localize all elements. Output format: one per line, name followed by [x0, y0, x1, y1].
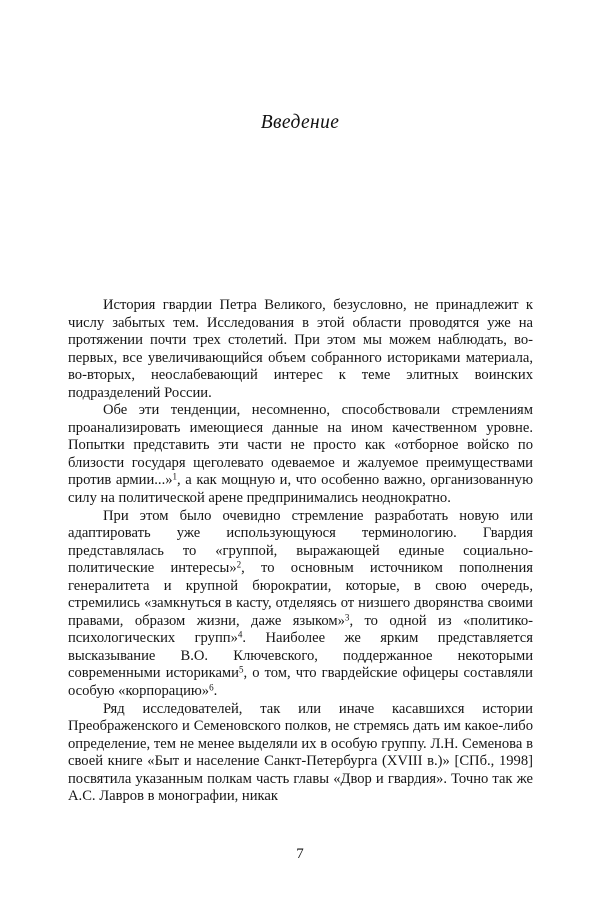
paragraph-4 [68, 701, 533, 806]
footnote-marker-2: 2 [236, 559, 242, 570]
paragraph-1 [68, 297, 533, 402]
paragraph-3-text-e: , о том, что гвардейские офицеры составляли особую «корпорацию» [68, 665, 533, 700]
paragraph-2 [68, 402, 533, 507]
paragraph-1-text: История гвардии Петра Великого, безусловно, не принадлежит к числу забытых тем. Исследования в этой области проводятся уже на протяжении почти трех столетий. При этом мы можем наблюдать, во-первых, все увеличивающийся объем собранного историками материала, во-вторых, неослабевающий интерес к теме элитных воинских подразделений России. [68, 297, 533, 401]
paragraph-3-text-b: , то основным источником пополнения генералитета и крупной бюрократии, которые, в свою очередь, стремились «замкнуться в касту, отделяясь от низшего дворянства своими правами, образом жизни, даже языком» [68, 560, 533, 629]
body-text-block [68, 297, 533, 806]
footnote-marker-1: 1 [172, 472, 178, 483]
paragraph-3-text-f: . [213, 683, 218, 700]
paragraph-3-text-d: . Наиболее же ярким представляется высказывание В.О. Ключевского, поддержанное некоторыми современными историками [68, 630, 533, 682]
paragraph-4-text: Ряд исследователей, так или иначе касавшихся истории Преображенского и Семеновского полков, не стремясь дать им какое-либо определение, тем не менее выделяли их в особую группу. Л.Н. Семенова в своей книге «Быт и население Санкт-Петербурга (XVIII в.)» [СПб., 1998] посвятила указанным полкам часть главы «Двор и гвардия». Точно так же А.С. Лавров в монографии, никак [68, 700, 533, 805]
page-number: 7 [296, 846, 304, 862]
paragraph-3 [68, 508, 533, 701]
paragraph-3-text-c: , то одной из «политико-психологических групп» [68, 612, 533, 647]
paragraph-2-text-b: , а как мощную и, что особенно важно, организованную силу на политической арене предпринимались неоднократно. [68, 472, 533, 507]
paragraph-2-text-a: Обе эти тенденции, несомненно, способствовали стремлениям проанализировать имеющиеся данные на ином качественном уровне. Попытки представить эти части не просто как «отборное войско по близости государя щеголевато одеваемое и жалуемое преимуществами против армии...» [68, 402, 533, 489]
chapter-heading: Введение [260, 112, 340, 133]
footnote-marker-3: 3 [344, 612, 350, 623]
footnote-marker-4: 4 [237, 630, 243, 641]
paragraph-3-text-a: При этом было очевидно стремление разработать новую или адаптировать уже использующуюся терминологию. Гвардия представлялась то «группой, выражающей единые социально-политические интересы» [68, 507, 533, 577]
footnote-marker-5: 5 [238, 665, 244, 676]
footnote-marker-6: 6 [209, 682, 214, 693]
